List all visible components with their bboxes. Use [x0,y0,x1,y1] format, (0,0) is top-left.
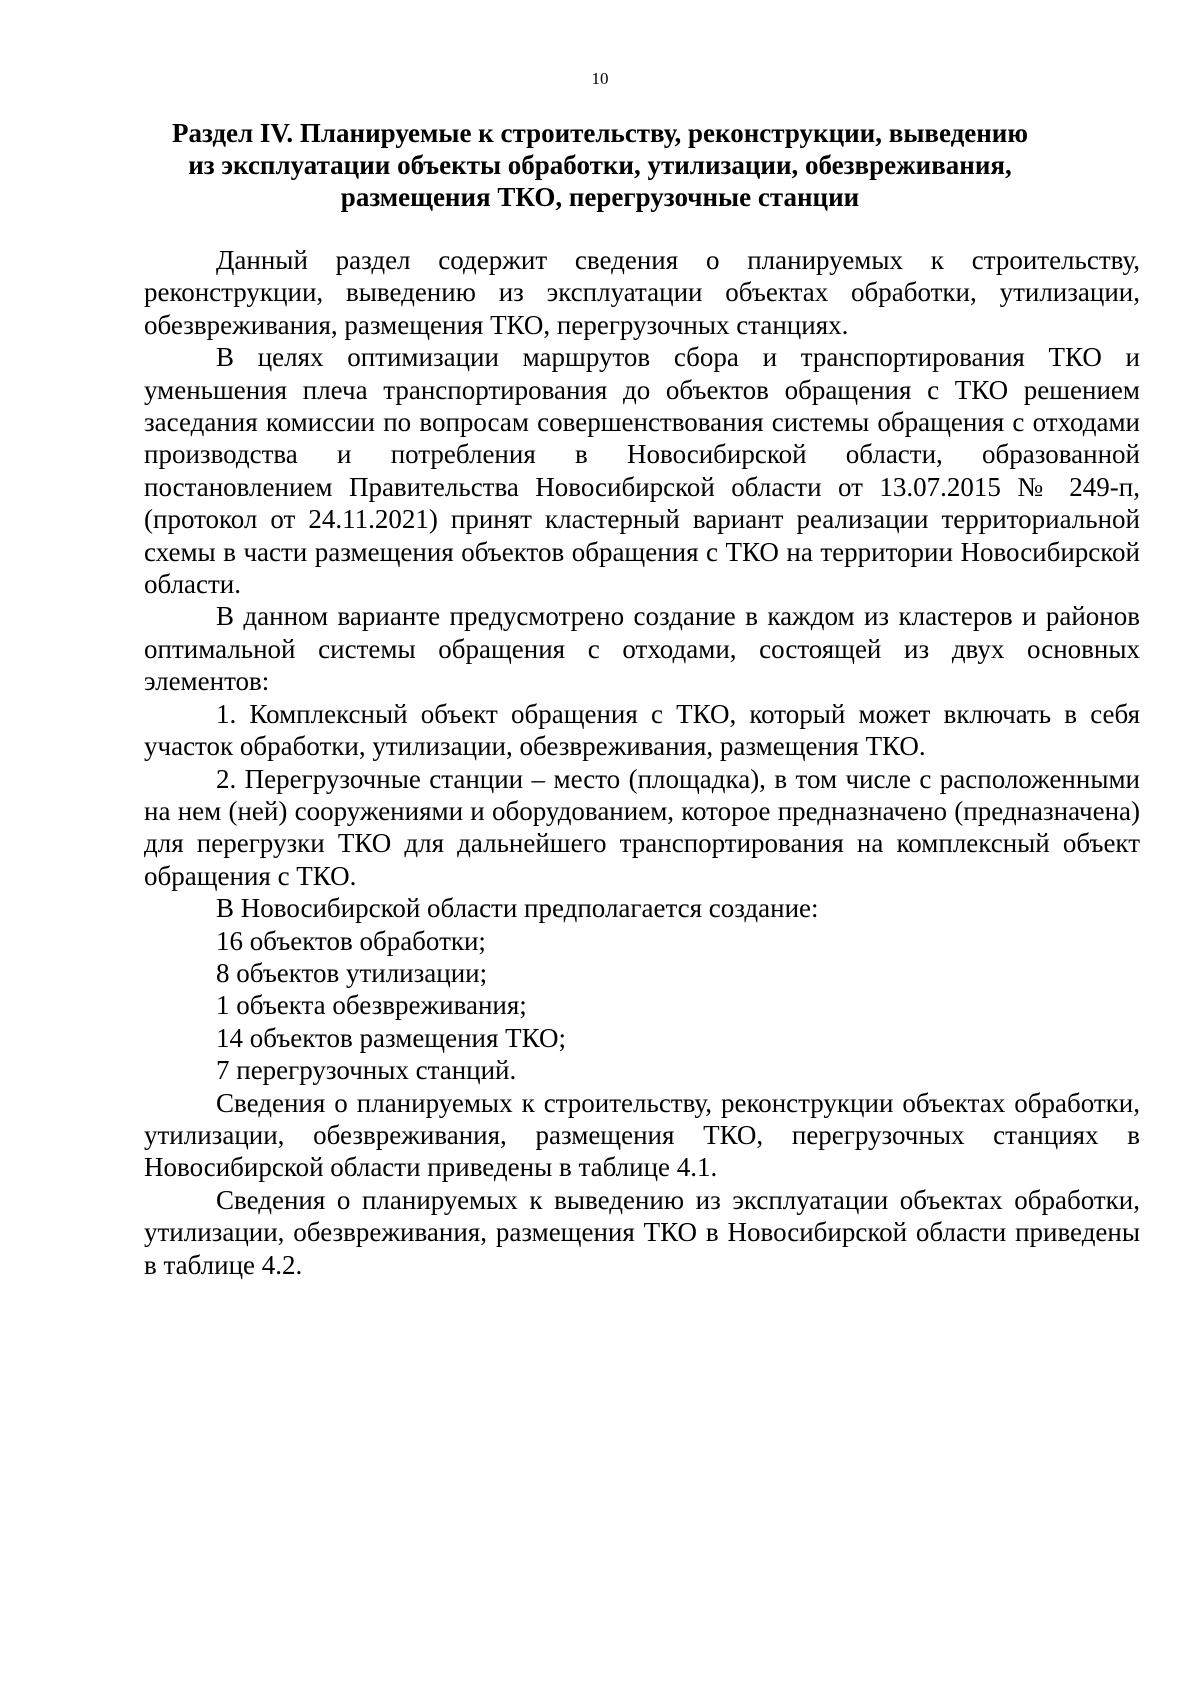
list-item: 1 объекта обезвреживания; [216,990,527,1021]
paragraph-variant: В данном варианте предусмотрено создание в каждом из кластеров и районов оптимальной системы обращения с отходами, состоящей из двух основных элементов: [144,601,1140,697]
paragraph-planned-creation: В Новосибирской области предполагается создание: [216,893,819,924]
paragraph-element-1: 1. Комплексный объект обращения с ТКО, который может включать в себя участок обработки, утилизации, обезвреживания, размещения ТКО. [144,698,1140,762]
list-item: 7 перегрузочных станций. [216,1055,517,1086]
paragraph-table-4-2-reference: Сведения о планируемых к выведению из эксплуатации объектах обработки, утилизации, обезвреживания, размещения ТКО в Новосибирской области приведены в таблице 4.2. [144,1184,1140,1280]
page-number: 10 [591,69,609,88]
paragraph-table-4-1-reference: Сведения о планируемых к строительству, реконструкции объектах обработки, утилизации, обезвреживания, размещения ТКО, перегрузочных станциях в Новосибирской области приведены в таблице 4.1. [144,1087,1140,1183]
list-item: 14 объектов размещения ТКО; [216,1022,566,1053]
paragraph-cluster-decision: В целях оптимизации маршрутов сбора и транспортирования ТКО и уменьшения плеча транспортирования до объектов обращения с ТКО решением заседания комиссии по вопросам совершенствования системы обращения с отходами производства и потребления в Новосибирской области, образованной постановлением Правительства Новосибирской области от 13.07.2015 № 249-п, (протокол от 24.11.2021) принят кластерный вариант реализации территориальной схемы в части размещения объектов обращения с ТКО на территории Новосибирской области. [144,342,1140,600]
list-item: 16 объектов обработки; [216,925,486,956]
paragraph-intro: Данный раздел содержит сведения о планируемых к строительству, реконструкции, выведению из эксплуатации объектах обработки, утилизации, обезвреживания, размещения ТКО, перегрузочных станциях. [144,245,1140,340]
section-heading-line-1: Раздел IV. Планируемые к строительству, реконструкции, выведению [171,118,1028,148]
document-body [144,244,1140,1281]
paragraph-element-2: 2. Перегрузочные станции – место (площадка), в том числе с расположенными на нем (ней) сооружениями и оборудованием, которое предназначено (предназначена) для перегрузки ТКО для дальнейшего транспортирования на комплексный объект обращения с ТКО. [144,763,1140,891]
section-heading [150,117,1050,213]
section-heading-line-2: из эксплуатации объекты обработки, утилизации, обезвреживания, [188,150,1012,180]
list-item: 8 объектов утилизации; [216,957,488,988]
section-heading-line-3: размещения ТКО, перегрузочные станции [340,182,860,212]
